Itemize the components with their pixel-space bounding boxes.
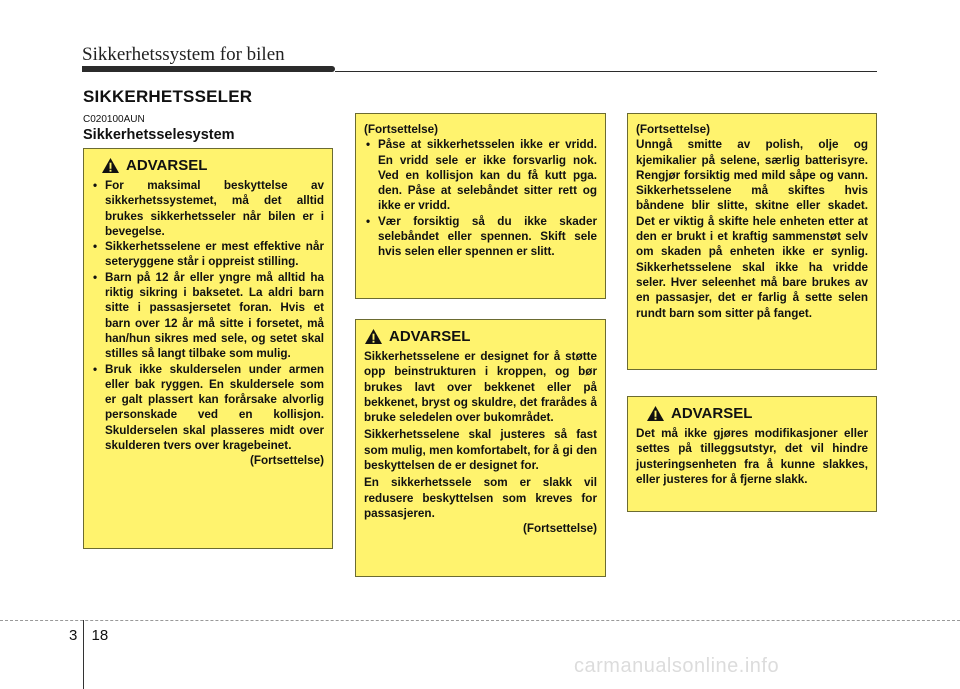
warning-list (91, 178, 324, 453)
continued-label: (Fortsettelse) (522, 522, 597, 536)
list-item: • Bruk ikke skulderselen under armen eller bak ryggen. En skuldersele som er galt plassert kan forårsake alvorlig personskade ved en kollisjon. Skulderselen skal plasseres midt over skulderen tvers over kragebeinet. (91, 362, 324, 454)
list-item: • Barn på 12 år eller yngre må alltid ha riktig sikring i baksetet. La aldri barn sitte i passasjersetet foran. Hvis et barn over 12 år må sitte i forsetet, må han/hun sikres med sele, og setet skal stilles så langt tilbake som mulig. (91, 270, 324, 362)
page-number-value: 18 (91, 627, 109, 644)
warning-heading (646, 405, 868, 422)
continued-box-4 (627, 113, 877, 370)
chapter-header-title: Sikkerhetssystem for bilen (82, 44, 285, 65)
page-number (69, 627, 108, 644)
section-subtitle: Sikkerhetsselesystem (83, 127, 235, 143)
continued-intro: (Fortsettelse) (636, 123, 711, 136)
warning-triangle-icon (364, 328, 383, 345)
warning-heading-text: ADVARSEL (671, 404, 753, 422)
warning-triangle-icon (101, 157, 120, 174)
warning-box-3 (355, 319, 606, 577)
chapter-number: 3 (69, 627, 78, 644)
continued-intro: (Fortsettelse) (364, 123, 439, 136)
header-rule (335, 71, 877, 72)
crop-line (0, 620, 960, 621)
list-item: • Påse at sikkerhetsselen ikke er vridd. En vridd sele er ikke forsvarlig nok. Ved en kollisjon kan du få kutt pga. den. Påse at selebåndet sitter rett og ikke er vridd. (364, 137, 597, 213)
warning-box-5 (627, 396, 877, 512)
paragraph: Sikkerhetsselene skal justeres så fast som mulig, men komfortabelt, for å gi den beskyttelsen de er designet for. (364, 428, 597, 473)
warning-heading (364, 328, 597, 345)
header-bar (82, 66, 335, 72)
watermark: carmanualsonline.info (574, 655, 780, 677)
warning-heading-text: ADVARSEL (389, 327, 471, 345)
continued-label: (Fortsettelse) (249, 454, 324, 468)
paragraph: Sikkerhetsselene er designet for å støtte opp beinstrukturen i kroppen, og bør brukes lavt over bekkenet eller på bekkenet, bryst og skuldre, det frarådes å bruke seledelen over bukområdet. (364, 350, 597, 425)
section-code: C020100AUN (83, 114, 145, 125)
continued-box-2 (355, 113, 606, 299)
paragraph: Unngå smitte av polish, olje og kjemikalier på selene, særlig batterisyre. Rengjør forsiktig med mild såpe og vann. Sikkerhetsselene må skiftes hvis båndene blir slitte, skitne eller skadet. Det er viktig å skifte hele enheten etter at den er brukt i et kraftig sammenstøt selv om skaden på enheten ikke er synlig. Sikkerhetsselene skal ikke ha vridde seler. Hver seleenhet må bare brukes av en passasjer, det er farlig å sette selen rundt barn som sitter på fanget. (636, 138, 868, 320)
warning-triangle-icon (646, 405, 665, 422)
continued-list (364, 137, 597, 259)
warning-heading (101, 157, 324, 174)
section-title: SIKKERHETSSELER (83, 87, 253, 106)
paragraph: En sikkerhetssele som er slakk vil redusere beskyttelsen som kreves for passasjeren. (364, 476, 597, 520)
list-item: • For maksimal beskyttelse av sikkerhetssystemet, må det alltid brukes sikkerhetsseler når bilen er i bevegelse. (91, 178, 324, 239)
list-item: • Sikkerhetsselene er mest effektive når seteryggene står i oppreist stilling. (91, 239, 324, 270)
paragraph: Det må ikke gjøres modifikasjoner eller settes på tilleggsutstyr, det vil hindre justeringsenheten fra å kunne slakkes, eller justeres for å fjerne slakk. (636, 427, 868, 486)
warning-box-1 (83, 148, 333, 549)
list-item: • Vær forsiktig så du ikke skader selebåndet eller spennen. Skift sele hvis selen eller spennen er slitt. (364, 214, 597, 260)
warning-heading-text: ADVARSEL (126, 156, 208, 174)
